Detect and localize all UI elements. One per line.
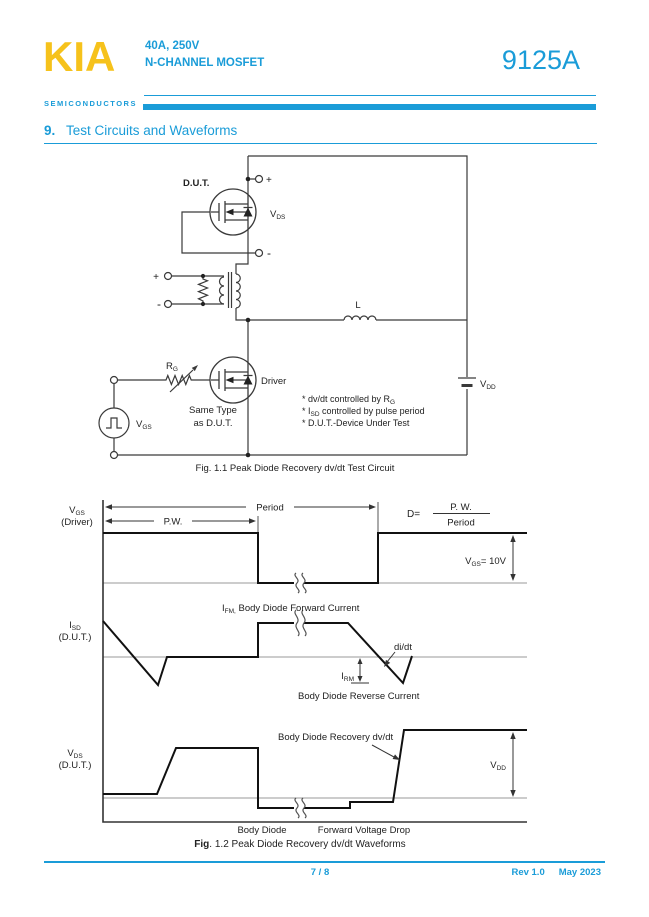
plus-input-label: +: [153, 272, 159, 283]
note-dvdt: * dv/dt controlled by $R_G$: [302, 394, 396, 406]
reverse-current-label: Body Diode Reverse Current: [298, 691, 420, 702]
device-rating: 40A, 250V: [145, 40, 200, 52]
body-diode-label: Body Diode: [237, 825, 287, 836]
dut-label: D.U.T.: [183, 178, 210, 189]
duty-numerator: P. W.: [450, 502, 472, 513]
inductor-coil: [344, 316, 376, 320]
logo-subtext: SEMICONDUCTORS: [44, 99, 137, 108]
kia-logo: KIA: [43, 33, 116, 80]
driver-label: Driver: [261, 376, 287, 387]
rg-label: $R_G$: [166, 361, 178, 373]
isd-trace: [103, 621, 412, 685]
duty-denominator: Period: [447, 517, 475, 529]
vgs-source-label: $V_{GS}$: [136, 419, 152, 431]
fig1-caption: Fig. 1.1 Peak Diode Recovery dv/dt Test Circuit: [195, 463, 395, 474]
forward-drop-label: Forward Voltage Drop: [317, 825, 411, 836]
vds-label: $V_{DS}$: [270, 209, 286, 221]
header-rule-thick: [143, 104, 596, 110]
isd-axis-label: $I_{SD}$: [69, 620, 81, 632]
revision-info: [420, 867, 601, 878]
vdd-supply-label: $V_{DD}$: [480, 379, 496, 391]
irm-label: $I_{RM}$: [341, 671, 354, 683]
vgs-level-label: $V_{GS}= 10V$: [465, 556, 506, 568]
driver-mosfet-symbol: [210, 357, 256, 403]
test-circuit-figure: [0, 150, 649, 485]
minus-input-label: -: [157, 297, 161, 311]
transformer-primary: [220, 277, 225, 304]
terminal-circles: [111, 176, 263, 459]
transformer-secondary: [236, 274, 240, 308]
didt-label: di/dt: [394, 642, 412, 653]
pulse-width-label: P.W.: [163, 516, 183, 528]
recovery-dvdt-label: Body Diode Recovery dv/dt: [278, 732, 394, 743]
rg-variable-arrow: [170, 370, 193, 392]
vgs-axis-label: $V_{GS}$: [69, 505, 85, 517]
isd-axis-label2: (D.U.T.): [58, 632, 92, 643]
section-title: Test Circuits and Waveforms: [66, 123, 238, 138]
fig2-caption: Fig. 1.2 Peak Diode Recovery dv/dt Waveforms: [194, 839, 406, 850]
vds-axis-label2: (D.U.T.): [58, 760, 92, 771]
pulse-glyph: [106, 418, 122, 428]
part-number: 9125A: [501, 45, 580, 75]
section-underline: [44, 143, 597, 144]
vgs-axis-label2: (Driver): [61, 517, 93, 528]
revision-date: May 2023: [558, 867, 601, 878]
revision-label: Rev 1.0: [511, 867, 545, 878]
minus-terminal-label: -: [267, 246, 271, 260]
ifm-label: $I_{FM,}$ Body Diode Forward Current: [222, 603, 360, 615]
dut-mosfet-symbol: [210, 189, 256, 235]
device-type: N-CHANNEL MOSFET: [145, 57, 265, 69]
page-number: 7 / 8: [310, 867, 330, 878]
input-resistor: [199, 276, 208, 304]
note-isd: * $I_{SD}$ controlled by pulse period: [302, 406, 425, 418]
header-rule-thin: [144, 95, 596, 96]
section-number: 9.: [44, 123, 56, 138]
duty-equation-lhs: D=: [407, 509, 421, 520]
same-type-line1: Same Type: [189, 405, 237, 416]
vdd-level-label: $V_{DD}$: [490, 760, 506, 772]
dimension-lines: [107, 507, 513, 790]
vgs-trace: [103, 533, 527, 583]
arrowheads: [105, 504, 516, 797]
waveforms-figure: [0, 488, 649, 856]
plus-terminal-label: +: [266, 175, 272, 186]
note-dut: * D.U.T.-Device Under Test: [302, 418, 410, 428]
transformer-core: [229, 272, 232, 308]
period-label: Period: [256, 502, 284, 514]
vgs-pulse-source: [99, 408, 129, 438]
inductor-label: L: [355, 300, 361, 311]
same-type-line2: as D.U.T.: [193, 418, 233, 429]
footer-rule: [44, 861, 605, 863]
vds-axis-label: $V_{DS}$: [67, 748, 83, 760]
